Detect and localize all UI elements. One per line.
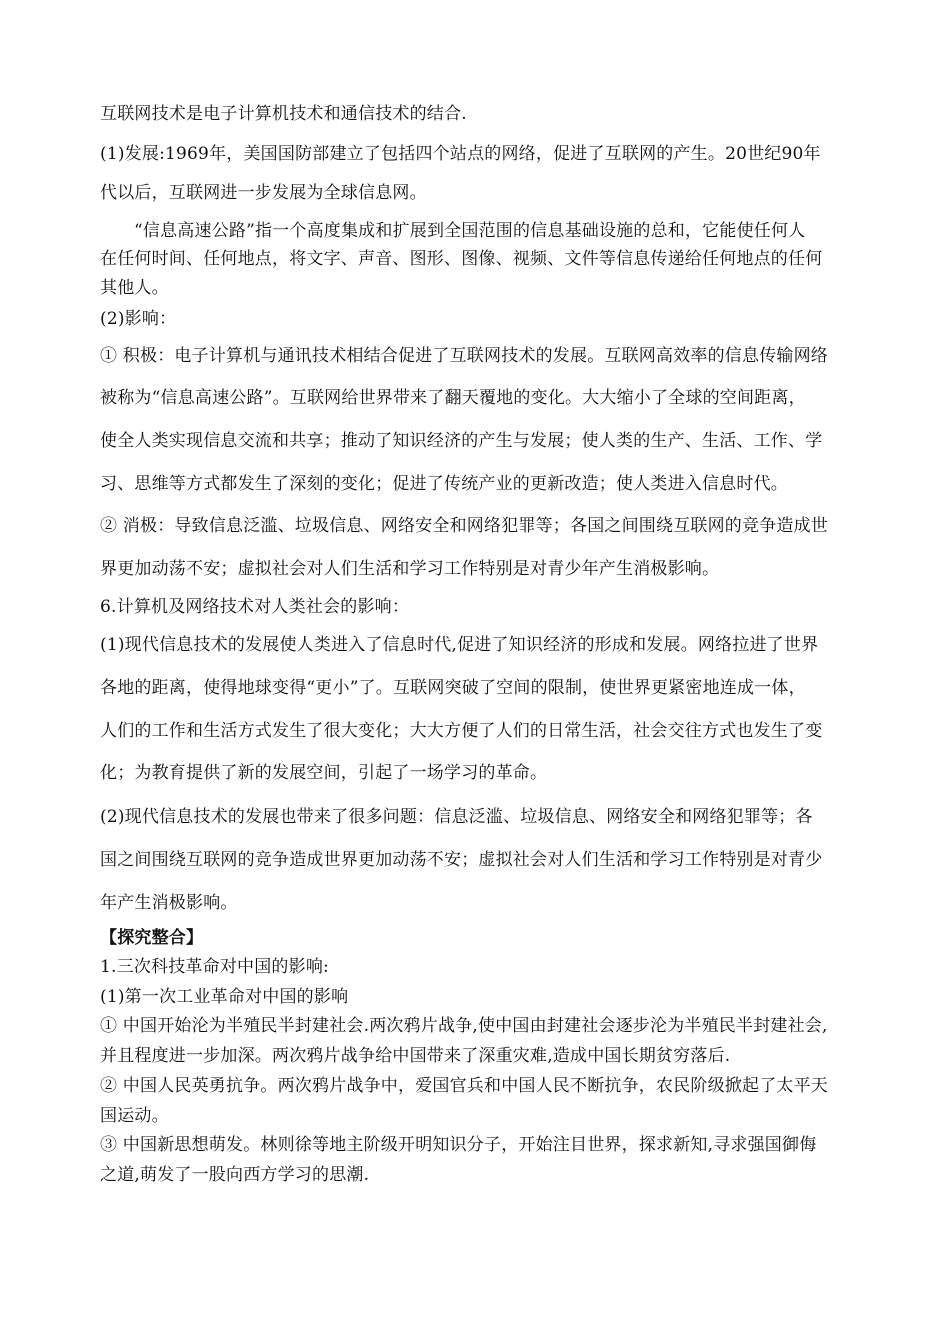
paragraph-line: 界更加动荡不安；虚拟社会对人们生活和学习工作特别是对青少年产生消极影响。 (100, 559, 720, 579)
paragraph-line: ③ 中国新思想萌发。林则徐等地主阶级开明知识分子，开始注目世界，探求新知,寻求强国御侮 (100, 1135, 817, 1155)
paragraph-line: 代以后，互联网进一步发展为全球信息网。 (100, 183, 427, 203)
paragraph-line: 年产生消极影响。 (100, 893, 238, 913)
paragraph-line: 人们的工作和生活方式发生了很大变化；大大方便了人们的日常生活，社会交往方式也发生了变 (100, 721, 823, 741)
paragraph-line: 其他人。 (100, 278, 169, 298)
paragraph-line: 化；为教育提供了新的发展空间，引起了一场学习的革命。 (100, 763, 548, 783)
paragraph-line: ② 消极：导致信息泛滥、垃圾信息、网络安全和网络犯罪等；各国之间围绕互联网的竞争造成世 (100, 516, 829, 536)
paragraph-line: 互联网技术是电子计算机技术和通信技术的结合. (100, 104, 467, 124)
paragraph-line: 并且程度进一步加深。两次鸦片战争给中国带来了深重灾难,造成中国长期贫穷落后. (100, 1046, 731, 1066)
section-heading: 1.三次科技革命对中国的影响: (100, 957, 329, 977)
paragraph-line: (1)现代信息技术的发展使人类进入了信息时代,促进了知识经济的形成和发展。网络拉进了世界 (100, 635, 819, 655)
paragraph-line: “信息高速公路”指一个高度集成和扩展到全国范围的信息基础设施的总和，它能使任何人 (134, 221, 806, 241)
paragraph-line: 在任何时间、任何地点，将文字、声音、图形、图像、视频、文件等信息传递给任何地点的任何 (100, 249, 823, 269)
section-heading: 6.计算机及网络技术对人类社会的影响： (100, 597, 410, 617)
section-subheading: (1)第一次工业革命对中国的影响 (100, 987, 349, 1007)
paragraph-line: 之道,萌发了一股向西方学习的思潮. (100, 1165, 370, 1185)
section-title: 【探究整合】 (100, 928, 204, 948)
paragraph-line: 被称为“信息高速公路”。互联网给世界带来了翻天覆地的变化。大大缩小了全球的空间距离， (100, 388, 806, 408)
paragraph-line: 习、思维等方式都发生了深刻的变化；促进了传统产业的更新改造；使人类进入信息时代。 (100, 474, 788, 494)
paragraph-line: (2)现代信息技术的发展也带来了很多问题：信息泛滥、垃圾信息、网络安全和网络犯罪等；各 (100, 807, 813, 827)
paragraph-line: 国之间围绕互联网的竞争造成世界更加动荡不安；虚拟社会对人们生活和学习工作特别是对青少 (100, 850, 823, 870)
paragraph-line: 使全人类实现信息交流和共享；推动了知识经济的产生与发展；使人类的生产、生活、工作、学 (100, 431, 823, 451)
paragraph-line: ① 积极：电子计算机与通讯技术相结合促进了互联网技术的发展。互联网高效率的信息传输网络 (100, 346, 829, 366)
paragraph-line: 各地的距离，使得地球变得“更小”了。互联网突破了空间的限制，使世界更紧密地连成一体， (100, 678, 806, 698)
paragraph-line: (1)发展:1969年，美国国防部建立了包括四个站点的网络，促进了互联网的产生。20世纪90年 (100, 144, 821, 164)
paragraph-line: ② 中国人民英勇抗争。两次鸦片战争中，爱国官兵和中国人民不断抗争，农民阶级掀起了太平天 (100, 1076, 829, 1096)
section-subheading: (2)影响： (100, 309, 177, 329)
paragraph-line: 国运动。 (100, 1106, 169, 1126)
paragraph-line: ① 中国开始沦为半殖民半封建社会.两次鸦片战争,使中国由封建社会逐步沦为半殖民半封建社会, (100, 1016, 828, 1036)
